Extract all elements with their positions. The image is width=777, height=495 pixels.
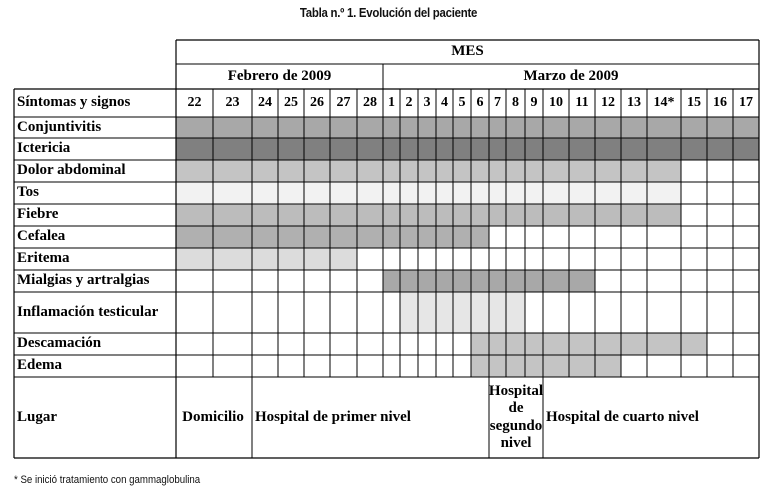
symptom-label: Mialgias y artralgias [17, 272, 150, 289]
symptom-label: Tos [17, 184, 39, 201]
day-header: 17 [739, 94, 753, 110]
symptom-duration-bar [176, 226, 489, 248]
day-header: 3 [423, 94, 431, 110]
symptoms-header: Síntomas y signos [17, 94, 131, 111]
day-header: 10 [549, 94, 563, 110]
mes-header: MES [451, 43, 484, 60]
day-header: 1 [388, 94, 395, 110]
place-name: Hospital de cuarto nivel [546, 408, 699, 425]
day-header: 12 [601, 94, 615, 110]
symptom-label: Ictericia [17, 140, 71, 157]
month-february: Febrero de 2009 [227, 67, 332, 84]
day-header: 28 [363, 94, 377, 110]
symptom-label: Inflamación testicular [17, 303, 159, 320]
symptom-label: Eritema [17, 250, 70, 267]
day-header: 11 [575, 94, 589, 110]
day-header: 13 [627, 94, 641, 110]
day-header: 26 [310, 94, 324, 110]
day-header: 6 [476, 94, 484, 110]
day-header: 14* [653, 94, 675, 110]
day-header: 22 [187, 94, 202, 110]
symptom-duration-bar [471, 355, 621, 377]
day-header: 5 [458, 94, 466, 110]
symptom-duration-bar [176, 138, 759, 160]
symptom-label: Descamación [17, 335, 102, 352]
lugar-label: Lugar [17, 408, 58, 425]
place-name: Hospital de segundo nivel [488, 383, 544, 451]
symptom-duration-bar [176, 117, 759, 138]
day-header: 2 [405, 94, 413, 110]
day-header: 16 [713, 94, 727, 110]
place-name: Hospital de primer nivel [255, 408, 411, 425]
day-header: 4 [441, 94, 448, 110]
day-header: 23 [225, 94, 240, 110]
day-header: 27 [336, 94, 351, 110]
day-header: 8 [512, 94, 519, 110]
day-header: 15 [687, 94, 701, 110]
symptom-label: Conjuntivitis [17, 118, 102, 135]
day-header: 9 [530, 94, 538, 110]
day-header: 24 [258, 94, 272, 110]
symptom-label: Cefalea [17, 228, 66, 245]
symptom-label: Fiebre [17, 206, 59, 223]
day-header: 25 [284, 94, 298, 110]
day-header: 7 [494, 94, 501, 110]
month-march: Marzo de 2009 [523, 67, 619, 84]
place-name: Domicilio [182, 408, 244, 425]
symptom-label: Edema [17, 357, 62, 374]
table-footnote: * Se inició tratamiento con gammaglobulina [14, 474, 201, 486]
table-title: Tabla n.º 1. Evolución del paciente [299, 5, 478, 20]
symptom-label: Dolor abdominal [17, 162, 126, 179]
